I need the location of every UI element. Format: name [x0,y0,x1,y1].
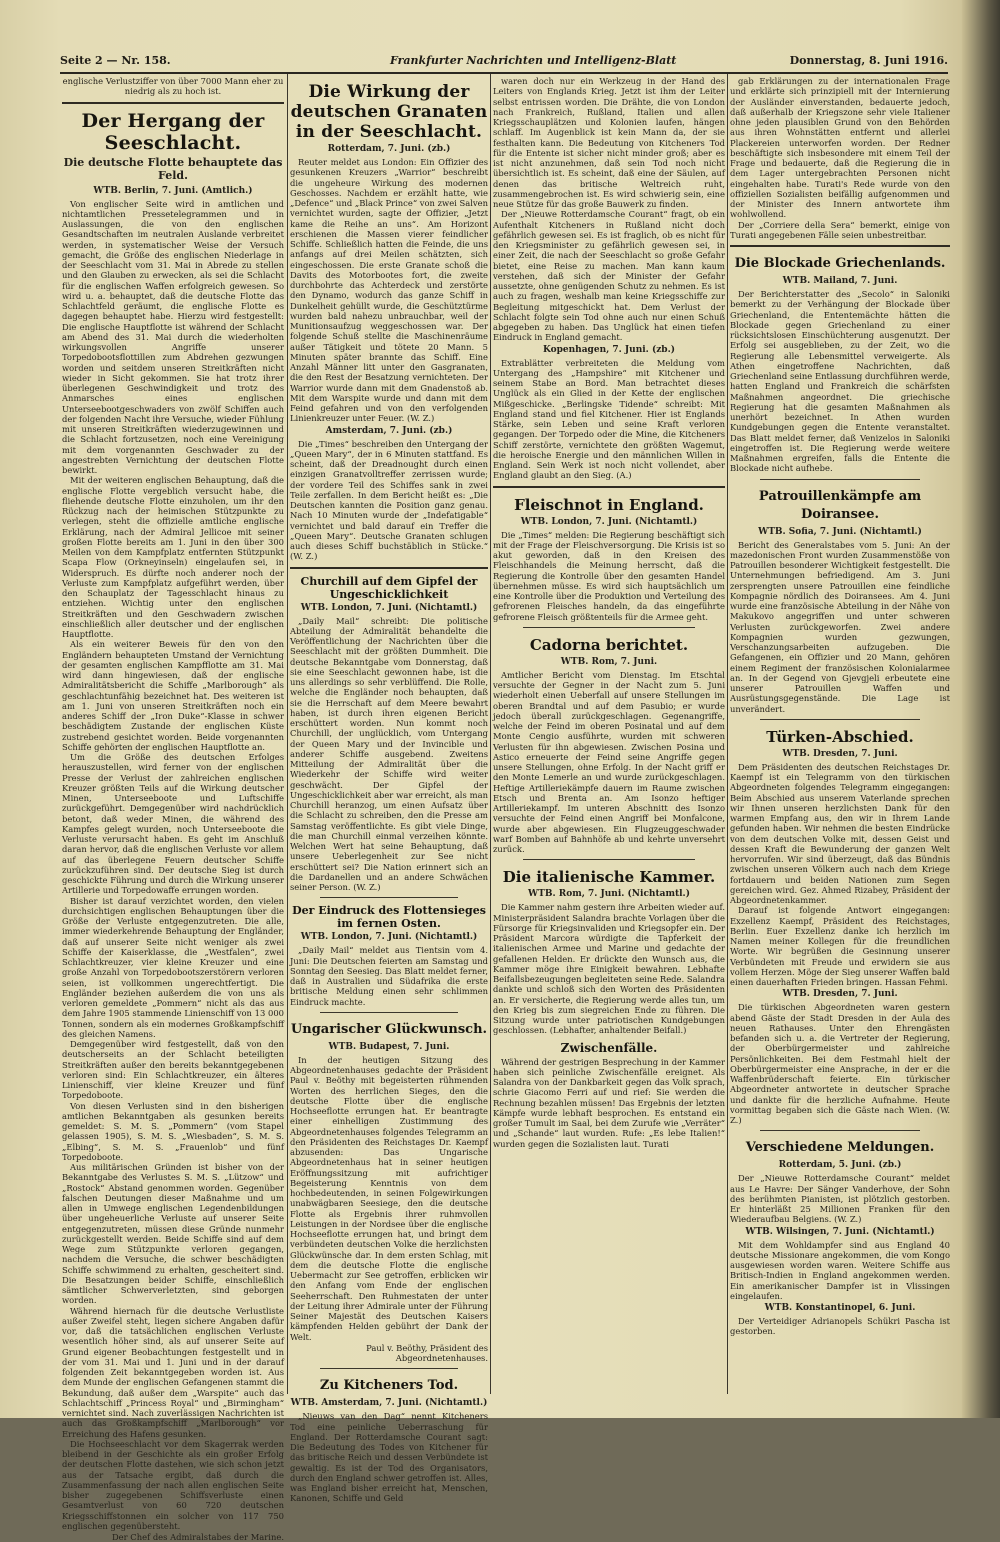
article-paragraph: Der Verteidiger Adrianopels Schükri Pascha ist gestorben. [730,1316,950,1337]
article-paragraph: Die „Times“ melden: Die Regierung beschäftigt sich mit der Frage der Fleischversorgung. Die Krisis ist so akut geworden, daß in den Kreisen des Fleischhandels die Meinung herrscht, daß die Regierung die Kontrolle über den gesamten Handel übernehmen müsse. Es wird sich hauptsächlich um eine Kontrolle über die Produktion und Verteilung des gefrorenen Fleisches handeln, da das eingeführte gefrorene Fleisch größtenteils für die Armee geht. [493,529,725,622]
article-paragraph: Aus militärischen Gründen ist bisher von der Bekanntgabe des Verlustes S. M. S. „Lützow“ und „Rostock“ Abstand genommen worden. Gegenüber falschen Deutungen dieser Maßnahme und um allen in Umwege englischen Legendenbildungen über ungeheuerliche Verluste auf unserer Seite entgegenzutreten, müssen diese Gründe nunmehr zurückgestellt werden. Beide Schiffe sind auf dem Wege zum Stützpunkte verloren gegangen, nachdem die Versuche, die schwer beschädigten Schiffe schwimmend zu erhalten, gescheitert sind. Die Besatzungen beider Schiffe, einschließlich sämtlicher Schwerverletzten, sind geborgen worden. [62,1162,284,1306]
divider [493,486,725,488]
dateline: Rotterdam, 5. Juni. (zb.) [778,1160,902,1171]
article-paragraph: Mit der weiteren englischen Behauptung, daß die englische Flotte vergeblich versucht habe, die fliehende deutsche Flotte einzuholen, um ihr den Rückzug nach der heimischen Stützpunkte zu verlegen, steht die offizielle amtliche englische Erklärung, nach der Admiral Jellicoe mit seiner großen Flotte bereits am 1. Juni in den über 300 Meilen von dem Kampfplatz entfernten Stützpunkt Scapa Flow (Orkneyinseln) eingelaufen sei, in Widerspruch. Es dürfte noch anderer noch der Verluste zum Kampfplatz aufgeführt werden, über den Schauplatz der Tagesschlacht hinaus zu entziehen. Wichtig unter den englischen Streitkräften und den Geschwadern zwischen einschließlich aller deutscher und der englischen Hauptflotte. [62,475,284,639]
article-paragraph: Darauf ist folgende Antwort eingegangen: Exzellenz Kaempf, Präsident des Reichstages, Berlin. Euer Exzellenz danke ich herzlich im Namen meiner Kollegen für die freundlichen Worte. Wir begrüßen die Gesinnung unserer Verbündeten mit Freude und erwidern sie aus vollem Herzen. Möge der Sieg unserer Waffen bald einen dauerhaften Frieden bringen. Hassan Fehmi. [730,905,950,987]
article-paragraph: Der „Nieuwe Rotterdamsche Courant“ meldet aus Le Havre: Der Sänger Vanderhove, der Sohn des berühmten Pianisten, ist plötzlich gestorben. Er hinterläßt 25 Millionen Franken für den Wiederaufbau Belgiens. (W. Z.) [730,1173,950,1225]
headline-seeschlacht: Der Hergang der Seeschlacht. [81,109,265,154]
article-paragraph: Demgegenüber wird festgestellt, daß von den deutscherseits an der Schlacht beteiligten Streitkräften außer den bereits bekanntgegebenen verloren sind: Ein Schlachtkreuzer, ein älteres Linienschiff, vier kleine Kreuzer und fünf Torpedoboote. [62,1039,284,1101]
divider [320,1368,458,1369]
article-paragraph: Die „Times“ beschreiben den Untergang der „Queen Mary“, der in 6 Minuten stattfand. Es scheint, daß der Dreadnought durch einen einzigen Granatvolltreffer zerrissen wurde; der vordere Teil des Schiffes sank in zwei Teile zerfallen. In dem Bericht heißt es: „Die Deutschen kannten die Position ganz genau. Nach 10 Minuten wurde der „Indefatigable“ vernichtet und bald darauf ein Treffer die „Queen Mary“. Deutsche Granaten schlugen auch dieses Schiff buchstäblich in Stücke.“ (W. Z.) [290,438,488,562]
article-paragraph: Von englischer Seite wird in amtlichen und nichtamtlichen Pressetelegrammen und in Auslassungen, die von den englischen Gesandtschaften im neutralen Auslande verbreitet werden, in systematischer Weise der Versuch gemacht, die Größe des englischen Niederlage in der Seeschlacht vom 31. Mai in Abrede zu stellen und den Glauben zu erwecken, als sei die Schlacht für die englischen Waffen erfolgreich gewesen. So wird u. a. behauptet, daß die deutsche Flotte das Schlachtfeld geräumt, die englische Flotte es dagegen behauptet habe. Hierzu wird festgestellt: Die englische Hauptflotte ist während der Schlacht am Abend des 31. Mai durch die wiederholten wirkungsvollen Angriffe unserer Torpedobootsflottillen zum Abdrehen gezwungen worden und seitdem unseren Streitkräften nicht wieder in Sicht gekommen. Sie hat trotz ihrer überlegenen Geschwindigkeit und trotz des Anmarsches eines englischen Unterseebootgeschwaders von zwölf Schiffen auch der folgenden Nacht ihre Versuche, wieder Fühlung mit unseren Streitkräften wiederzugewinnen und die Schlacht fortzusetzen, noch eine Vereinigung mit dem vorgenannten Geschwader zu der angestrebten Vernichtung der deutschen Flotte bewirkt. [62,198,284,475]
headline-tuerken-abschied: Türken-Abschied. [766,727,914,746]
article-paragraph: Amtlicher Bericht vom Dienstag. Im Etschtal versuchte der Gegner in der Nacht zum 5. Juni wiederholt einen Ueberfall auf unsere Stellungen im oberen Brandtal und auf dem Pasubio; er wurde jedoch überall zurückgeschlagen. Gegenangriffe, welche der Feind im oberen Posinatal und auf dem Monte Cengio ausführte, wurden mit schweren Verlusten für ihn abgewiesen. Zwischen Posina und Astico erneuerte der Feind seine Angriffe gegen unsere Stellungen, ohne Erfolg. In der Nacht griff er den Monte Lemerle an und wurde zurückgeschlagen. Heftige Artilleriekämpfe dauern im Raume zwischen Etsch und Brenta an. Am Isonzo heftiger Artilleriekampf. Im unteren Abschnitt des Isonzo versuchte der Feind einen Angriff bei Monfalcone, wurde aber abgewiesen. Ein Flugzeuggeschwader warf Bomben auf Bahnhöfe ab und kehrte unversehrt zurück. [493,669,725,854]
article-paragraph: Als ein weiterer Beweis für den von den Engländern behaupteten Umstand der Vernichtung der gesamten englischen Kampfflotte am 31. Mai wird dann hingewiesen, daß der englische Admiralitätsbericht die Schiffe „Marlborough“ als geschlachtunfähig bezeichnet hat. Des weiteren ist am 1. Juni von unseren Streitkräften noch ein anderes Schiff der „Iron Duke“-Klasse in schwer beschädigtem Zustande der englischen Küste zustrebend gesichtet worden. Beide vorgenannten Schiffe gehörten der englischen Hauptflotte an. [62,639,284,752]
divider [760,1130,920,1131]
running-head [60,54,948,74]
article-paragraph: Bericht des Generalstabes vom 5. Juni: An der mazedonischen Front wurden Zusammenstöße von Patrouillen besonderer Wichtigkeit festgestellt. Die Unternehmungen befriedigend. Am 3. Juni zersprengten unsere Patrouillen eine feindliche Kompagnie nördlich des Doiransees. Am 4. Juni wurde eine französische Abteilung in der Nähe von Makukovo angegriffen und unter schweren Verlusten zurückgeworfen. Zwei andere Kompagnien wurden gezwungen, Verschanzungsarbeiten aufzugeben. Die Gefangenen, ein Offizier und 20 Mann, gehören einem Regiment der französischen Kolonialarmee an. In der Gegend von Gjevgjeli erbeutete eine unserer Patrouillen Waffen und Ausrüstungsgegenstände. Die Lage ist unverändert. [730,539,950,714]
headline-churchill: Churchill auf dem Gipfel der Ungeschicklichkeit [300,574,478,601]
divider [760,479,920,480]
issue-date: Donnerstag, 8. Juni 1916. [789,54,948,67]
dateline: WTB. Sofia, 7. Juni. (Nichtamtl.) [758,526,922,537]
article-paragraph: Um die Größe des deutschen Erfolges herauszustellen, wird ferner von der englischen Presse der Verlust der zahlreichen englischen Kreuzer größten Teils auf die Wirkung deutscher Minen, Unterseeboote und Luftschiffe zurückgeführt. Demgegenüber wird nachdrücklich betont, daß weder Minen, die während des Kampfes gelegt wurden, noch Unterseeboote die Verluste verursacht haben. Es geht im Anschluß daran hervor, daß die englischen Verluste vor allem auf das überlegene Feuern deutscher Schiffe zurückzuführen sind. Der deutsche Sieg ist durch geschickte Führung und durch die Wirkung unserer Artillerie und Torpedowaffe errungen worden. [62,752,284,896]
article-paragraph: Der „Nieuwe Rotterdamsche Courant“ fragt, ob ein Aufenthalt Kitcheners in Rußland nicht doch gefährlich gewesen sei. Es ist fraglich, ob es nicht für den Kriegsminister zu gefährlich gewesen sei, in einer Zeit, die nach der Seeschlacht so große Gefahr bietet, eine Reise zu machen. Man kann kaum verstehen, daß sich der Minister der Gefahr aussetzte, ohne genügenden Schutz zu nehmen. Es ist auch zu fragen, weshalb man keine Kriegsschiffe zur Begleitung mitgeschickt hat. Dem Verlust der Schlacht folgte sein Tod ohne auch nur einen Schuß abgegeben zu haben. Das Unglück hat einen tiefen Eindruck in England gemacht. [493,209,725,343]
divider [320,897,458,898]
column-4 [730,76,950,1406]
article-paragraph: Reuter meldet aus London: Ein Offizier des gesunkenen Kreuzers „Warrior“ beschreibt die ungeheure Wirkung des modernen Geschosses. Nachdem er erzählt hatte, wie „Defence“ und „Black Prince“ von zwei Salven vernichtet wurden, sagte der Offizier, „Jetzt kame die Reihe an uns“. Am Horizont erschienen die Massen vierer feindlicher Schiffe. Schließlich hatten die Feinde, die uns anfangs auf drei Meilen schätzten, sich eingeschossen. Die erste Granate schoß die Davits des Motorbootes fort, die zweite durchbohrte das Achterdeck und zerstörte den Dynamo, wodurch das ganze Schiff in Dunkelheit gehüllt wurde, die Geschütztürme wurden bald nahezu unbrauchbar, weil der Munitionsaufzug weggeschossen war. Der folgende Schuß stellte die Maschinenräume außer Tätigkeit und tötete 20 Mann. 5 Minuten später brannte das Schiff. Eine Anzahl Männer litt unter den Gasgranaten, die den Rest der Besatzung vernichteten. Der Warrior wurde dann mit dem Gnadenstoß ab. Mit dem Warspite wurde und dann mit dem Feind gefahren und von den verfolgenden Linienkreuzer unter Feuer. (W. Z.) [290,157,488,424]
masthead-title: Frankfurter Nachrichten und Intelligenz-Blatt [390,54,677,67]
headline-granaten: Die Wirkung der deutschen Granaten in der Seeschlacht. [290,82,488,142]
headline-meldungen: Verschiedene Meldungen. [745,1140,935,1156]
dateline: WTB. Dresden, 7. Juni. [782,748,898,759]
article-paragraph: „Daily Mail“ schreibt: Die politische Abteilung der Admiralität behandelte die Veröffentlichung der Nachrichten über die Seeschlacht mit der größten Dummheit. Die deutsche Bekanntgabe vom Donnerstag, daß sie eine Seeschlacht gewonnen habe, ist die uns allerdings so sehr verblüffend. Die Rolle, welche die Engländer noch behaupten, daß sie die Herrschaft auf dem Meere bewahrt haben, ist durch ihren eigenen Bericht erschüttert worden. Nun kommt noch Churchill, der unglücklich, vom Untergang der Queen Mary und der Invincible und anderer Schiffe ausgebend. Zweitens Mitteilung der Admiralität über die Wiederkehr der Schiffe wird weiter geschwächt. Der Gipfel der Ungeschicklichkeit aber war erreicht, als man Churchill heranzog, um einen Aufsatz über die Schlacht zu schreiben, den die Presse am Samstag veröffentlichte. Es gibt viele Dinge, die man Churchill einmal verzeihen könnte. Welchen Wert hat seine Behauptung, daß unsere Ueberlegenheit zur See nicht erschüttert sei? Die Nation erinnert sich an die Dardanellen und an andere Schwächen seiner Person. (W. Z.) [290,615,488,892]
dateline: WTB. Wilsingen, 7. Juni. (Nichtamtl.) [745,1226,935,1237]
dateline: Rotterdam, 7. Juni. (zb.) [327,144,451,154]
page-number: Seite 2 — Nr. 158. [60,54,171,67]
article-paragraph: In der heutigen Sitzung des Abgeordnetenhauses gedachte der Präsident Paul v. Beöthy mit begeisterten rühmenden Worten des herrlichen Sieges, den die deutsche Flotte über die englische Hochseeflotte errungen hat. Er beantragte einer einhelligen Zustimmung des Abgeordnetenhauses folgendes Telegramm an den Präsidenten des Reichstages Dr. Kaempf abzusenden: Das Ungarische Abgeordnetenhaus hat in seiner heutigen Eröffnungssitzung mit aufrichtiger Begeisterung Kenntnis von dem hochbedeutenden, in seinen Folgewirkungen unabwägbaren Seesiege, den die deutsche Flotte als Ergebnis ihrer ruhmvollen Leistungen in der Nordsee über die englische Hochseeflotte errungen hat, und bringt dem verbündeten deutschen Volke die herzlichsten Glückwünsche dar. In dem ersten Schlag, mit dem die deutsche Flotte die englische Uebermacht zur See getroffen, erblicken wir den Anfang vom Ende der englischen Seeherrschaft. Den Ruhmestaten der unter der Leitung ihrer Admirale unter der Führung Seiner Majestät des Deutschen Kaisers kämpfenden Helden gebührt der Dank der Welt. [290,1054,488,1342]
divider [523,859,695,860]
article-paragraph: Während der gestrigen Besprechung in der Kammer haben sich peinliche Zwischenfälle ereignet. Als Salandra von der Dankbarkeit gegen das Volk sprach, schrie Giacomo Ferri auf und rief: Sie werden die Rechnung bezahlen müssen! Das Ergebnis der letzten Kämpfe wurde lebhaft besprochen. Es entstand ein großer Tumult im Saal, bei dem Zurufe wie „Verräter“ und „Schande“ laut wurden. Rufe: „Es lebe Italien!“ wurden gegen die Sozialisten laut. Turati [493,1056,725,1149]
article-paragraph: Die Hochseeschlacht vor dem Skagerrak werden bleibend in der Geschichte als ein großer Erfolg der deutschen Flotte dastehen, wie sich schon jetzt aus der Tatsache ergibt, daß durch die Zusammenfassung der nach allen englischen Seite bisher zugegebenen Schiffsverluste einen Gesamtverlust von 60 720 deutschen Kriegsschiffstonnen ein solcher von 117 750 englischen gegenübersteht. [62,1438,284,1531]
divider [760,719,920,720]
dateline: WTB. Berlin, 7. Juni. (Amtlich.) [93,185,253,196]
article-paragraph: Während hiernach für die deutsche Verlustliste außer Zweifel steht, liegen sichere Angaben dafür vor, daß die tatsächlichen englischen Verluste wesentlich höher sind, als auf unserer Seite auf Grund eigener Beobachtungen festgestellt und in der vom 31. Mai und 1. Juni und in der darauf folgenden Zeit bekanntgegeben worden ist. Aus dem Munde der englischen Gefangenen stammt die Bekundung, daß außer dem „Warspite“ auch das Schlachtschiff „Princess Royal“ und „Birmingham“ vernichtet sind. Nach zuverlässigen Nachrichten ist auch das Großkampfschiff „Marlborough“ vor Erreichung des Hafens gesunken. [62,1305,284,1439]
headline-cadorna: Cadorna berichtet. [529,635,689,654]
headline-kitchener: Zu Kitcheners Tod. [319,1378,459,1394]
divider [730,245,950,247]
dateline: WTB. Amsterdam, 7. Juni. (Nichtamtl.) [290,1398,488,1409]
divider [290,567,488,569]
divider [523,627,695,628]
column-rule [287,74,288,1394]
article-paragraph: Dem Präsidenten des deutschen Reichstages Dr. Kaempf ist ein Telegramm von den türkischen Abgeordneten folgendes Telegramm eingegangen: Beim Abschied aus unserem Vaterlande sprechen wir Ihnen unseren herzlichsten Dank für den warmen Empfang aus, den wir in Ihrem Lande gefunden haben. Wir nehmen die besten Eindrücke von dem deutschen Volke mit, dessen Geist und dessen Kraft die Bewunderung der ganzen Welt hervorrufen. Wir sind überzeugt, daß das Bündnis zwischen unseren Völkern auch nach dem Kriege fortdauern und beiden Nationen zum Segen gereichen wird. Gez. Ahmed Rizabey, Präsident der Abgeordnetenkammer. [730,761,950,905]
headline-blockade: Die Blockade Griechenlands. [734,256,946,271]
divider [62,102,284,104]
dateline: WTB. London, 7. Juni. (Nichtamtl.) [300,602,478,613]
article-paragraph: waren doch nur ein Werkzeug in der Hand des Leiters von Englands Krieg. Jetzt ist ihm der Leiter selbst entrissen worden. Die Drähte, die von London nach Frankreich, Rußland, Italien und allen Kriegsschauplätzen und Kolonien laufen, hängen schlaff. Im Augenblick ist kein Mann da, der sie festhalten kann. Die Bedeutung von Kitcheners Tod für die Entente ist sicher nicht minder groß; aber es ist nicht anzunehmen, daß sein Tod noch nicht übersichtlich ist. Es scheint, daß eine der Säulen, auf denen das britische Weltreich ruht, zusammengebrochen ist. Es wird schwierig sein, eine neue Stütze für das große Bauwerk zu finden. [493,76,725,209]
headline-gluckwunsch: Ungarischer Glückwunsch. [290,1021,488,1037]
lead-in-text: englische Verlustziffer von über 7000 Mann eher zu niedrig als zu hoch ist. [62,76,284,97]
dateline: WTB. London, 7. Juni. (Nichtamtl.) [520,516,698,527]
article-paragraph: Extrablätter verbreiteten die Meldung vom Untergang des „Hampshire“ mit Kitchener und seinem Stabe an Bord. Man betrachtet dieses Unglück als ein Glied in der Kette der englischen Mißgeschicke. „Berlingske Tidende“ schreibt: Mit England stand und fiel Kitchener. Hier ist Englands Stärke, sein Leben und seine Kraft verloren gegangen. Der Torpedo oder die Mine, die Kitcheners Schiff zerstörte, vernichtete den größten Wagemut, die heroische Energie und den männlichen Willen in England. Sein Werk ist noch nicht vollendet, aber England glaubt an den Sieg. (A.) [493,357,725,481]
article-paragraph: Der Berichterstatter des „Secolo“ in Saloniki bemerkt zu der Verhängung der Blockade über Griechenland, die Ententemächte hätten die Blockade gegen Griechenland zu einer rücksichtslosen Einschüchterung ausgenutzt. Der Erfolg sei ausgeblieben, zu der Zeit, wo die Regierung alle Lebensmittel verweigerte. Als Athen eingetroffene Nachrichten, daß Griechenland seine Entlassung durchführen werde, hatten England und Frankreich die schärfsten Maßnahmen angeordnet. Die griechische Regierung hat die gesamten Maßnahmen als unerhört bezeichnet. In Athen wurden Kundgebungen gegen die Entente veranstaltet. Das Blatt meldet ferner, daß Venizelos in Saloniki eingetroffen ist. Die Regierung werde weitere Maßnahmen ergreifen, falls die Entente die Blockade nicht aufhebe. [730,289,950,474]
dateline: WTB. London, 7. Juni. (Nichtamtl.) [300,932,478,943]
headline-fleischnot: Fleischnot in England. [514,495,704,514]
column-1 [62,76,284,1542]
headline-fernen-osten: Der Eindruck des Flottensieges im fernen Osten. [292,904,486,931]
subheadline: Die deutsche Flotte behauptete das Feld. [63,155,283,182]
dateline: Amsterdam, 7. Juni. (zb.) [325,425,453,436]
article-paragraph: Der „Corriere della Sera“ bemerkt, einige von Turati angegebenen Fälle seien unbestreitbar. [730,219,950,240]
headline-doiransee: Patrouillenkämpfe am Doiransee. [758,488,922,522]
dateline: WTB. Mailand, 7. Juni. [782,276,898,286]
headline-kammer: Die italienische Kammer. [502,868,716,887]
article-paragraph: Die Kammer nahm gestern ihre Arbeiten wieder auf. Ministerpräsident Salandra brachte Vorlagen über die Fürsorge für Kriegsinvaliden und Kriegsopfer ein. Der Präsident Marcora würdigte die Tapferkeit der italienischen Armee und Marine und gedachte der gefallenen Helden. Er drückte den Wunsch aus, die Kammer möge ihre Einigkeit bewahren. Lebhafte Beifallsbezeugungen begleiteten seine Rede. Salandra dankte und schloß sich den Worten des Präsidenten an. Er versicherte, die Regierung werde alles tun, um den Krieg bis zum siegreichen Ende zu führen. Die Sitzung wurde unter patriotischen Kundgebungen geschlossen. (Lebhafter, anhaltender Beifall.) [493,902,725,1036]
column-2 [290,76,488,1504]
signature: Paul v. Beöthy, Präsident des Abgeordnetenhauses. [366,1342,488,1363]
divider [320,1012,458,1013]
column-rule [727,74,728,1394]
article-paragraph: gab Erklärungen zu der internationalen Frage und erklärte sich prinzipiell mit der Internierung der Ausländer einverstanden, bedauerte jedoch, daß außerhalb der Kriegszone sehr viele Italiener ohne jeden plausiblen Grund von den Behörden aus ihren Wohnstätten entfernt und allerlei Plackereien unterworfen worden. Der Redner beschäftigte sich insbesondere mit einem Teil der Frage und bedauerte, daß die Regierung die in dem Lager untergebrachten Personen nicht eingehalten habe. Turati's Rede wurde von den offiziellen Sozialisten beifällig aufgenommen und der Minister des Innern antwortete ihm wohlwollend. [730,76,950,220]
article-paragraph: Bisher ist darauf verzichtet worden, den vielen durchsichtigen englischen Behauptungen über die Größe der Verluste entgegenzutreten. Die alle, immer wiederkehrende Behauptung der Engländer, daß auf unserer Seite nicht weniger als zwei Schiffe der Kaiserklasse, die „Westfalen“, zwei Schlachtkreuzer, vier kleine Kreuzer und eine große Anzahl von Torpedobootszerstörern verloren seien, ist vollkommen ungerechtfertigt. Die Engländer beziehen außerdem die von uns als verloren gemeldete „Pommern“ nicht als das aus dem Jahre 1905 stammende Linienschiff von 13 000 Tonnen, sondern als ein modernes Großkampfschiff des gleichen Namens. [62,895,284,1039]
dateline: WTB. Rom, 7. Juni. [560,656,658,667]
article-paragraph: Von diesen Verlusten sind in den bisherigen amtlichen Bekanntgaben als gesunken bereits gemeldet: S. M. S. „Pommern“ (vom Stapel gelassen 1905), S. M. S. „Wiesbaden“, S. M. S. „Elbing“, S. M. S. „Frauenlob“ und fünf Torpedoboote. [62,1100,284,1162]
signature: Der Chef des Admiralstabes der Marine. [111,1532,284,1542]
dateline: WTB. Konstantinopel, 6. Juni. [764,1303,916,1313]
binding-edge [962,0,1000,1418]
column-3 [493,76,725,1406]
dateline: WTB. Dresden, 7. Juni. [782,989,898,1000]
article-paragraph: „Nieuws van den Dag“ nennt Kitcheners Tod eine peinliche Ueberraschung für England. Der Rotterdamsche Courant sagt: Die Bedeutung des Todes von Kitchener für das britische Reich und dessen Verbündete ist gewaltig. Es ist der Tod des Organisators, durch den England schwer getroffen ist. Alles, was England bisher erreicht hat, Menschen, Kanonen, Schiffe und Geld [290,1411,488,1504]
dateline: WTB. Budapest, 7. Juni. [328,1041,450,1052]
dateline: Kopenhagen, 7. Juni. (zb.) [542,344,675,355]
article-paragraph: Die türkischen Abgeordneten waren gestern abend Gäste der Stadt Dresden in der Aula des neuen Rathauses. Unter den Ehrengästen befanden sich u. a. die Vertreter der Regierung, der Oberbürgermeister und zahlreiche Persönlichkeiten. Bei dem Festmahl hielt der Oberbürgermeister eine Ansprache, in der er die Waffenbrüderschaft feierte. Ein türkischer Abgeordneter antwortete in deutscher Sprache und dankte für die herzliche Aufnahme. Heute vormittag begaben sich die Gäste nach Wien. (W. Z.) [730,1002,950,1125]
article-paragraph: „Daily Mail“ meldet aus Tientsin vom 4. Juni: Die Deutschen feierten am Samstag und Sonntag den Seesieg. Das Blatt meldet ferner, daß in Australien und Südafrika die erste britische Meldung einen sehr schlimmen Eindruck machte. [290,945,488,1007]
dateline: WTB. Rom, 7. Juni. (Nichtamtl.) [528,889,690,900]
headline-zwischenfaelle: Zwischenfälle. [560,1040,658,1055]
column-rule [490,74,491,1394]
article-paragraph: Mit dem Wohldampfer sind aus England 40 deutsche Missionare angekommen, die vom Kongo ausgewiesen worden waren. Weitere Schiffe aus Britisch-Indien in England angekommen werden. Ein amerikanischer Dampfer ist in Vlissingen eingelaufen. [730,1239,950,1301]
